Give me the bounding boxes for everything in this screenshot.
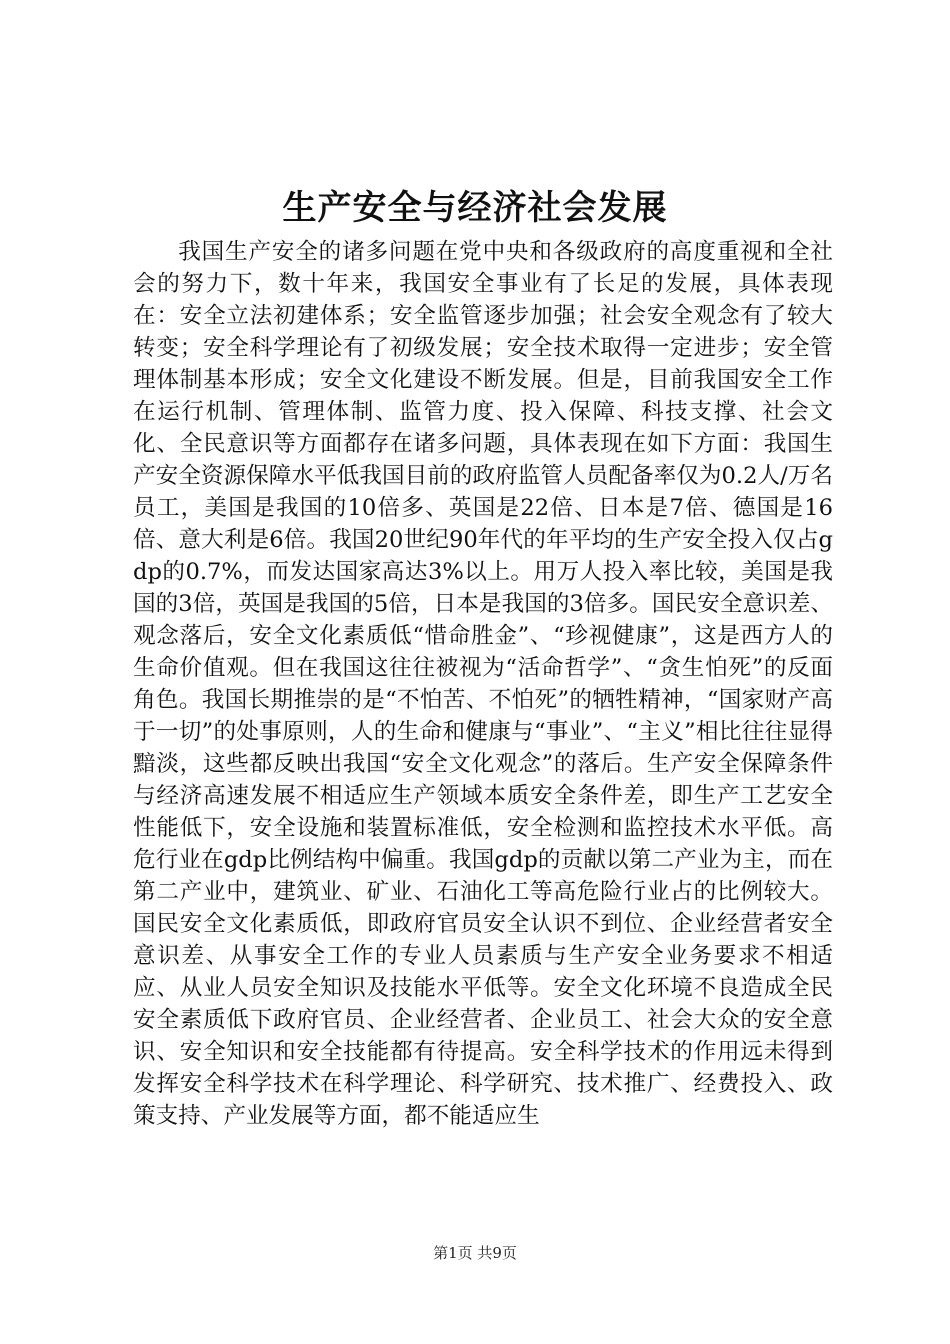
page-number-footer: 第1页 共9页	[433, 1244, 517, 1262]
body-paragraph: 我国生产安全的诸多问题在党中央和各级政府的高度重视和全社会的努力下，数十年来，我国安全事业有了长足的发展，具体表现在：安全立法初建体系；安全监管逐步加强；社会安全观念有了较大转变；安全科学理论有了初级发展；安全技术取得一定进步；安全管理体制基本形成；安全文化建设不断发展。但是，目前我国安全工作在运行机制、管理体制、监管力度、投入保障、科技支撑、社会文化、全民意识等方面都存在诸多问题，具体表现在如下方面：我国生产安全资源保障水平低我国目前的政府监管人员配备率仅为0.2人/万名员工，美国是我国的10倍多、英国是22倍、日本是7倍、德国是16倍、意大利是6倍。我国20世纪90年代的年平均的生产安全投入仅占gdp的0.7%，而发达国家高达3%以上。用万人投入率比较，美国是我国的3倍，英国是我国的5倍，日本是我国的3倍多。国民安全意识差、观念落后，安全文化素质低“惜命胜金”、“珍视健康”，这是西方人的生命价值观。但在我国这往往被视为“活命哲学”、“贪生怕死”的反面角色。我国长期推崇的是“不怕苦、不怕死”的牺牲精神，“国家财产高于一切”的处事原则，人的生命和健康与“事业”、“主义”相比往往显得黯淡，这些都反映出我国“安全文化观念”的落后。生产安全保障条件与经济高速发展不相适应生产领域本质安全条件差，即生产工艺安全性能低下，安全设施和装置标准低，安全检测和监控技术水平低。高危行业在gdp比例结构中偏重。我国gdp的贡献以第二产业为主，而在第二产业中，建筑业、矿业、石油化工等高危险行业占的比例较大。国民安全文化素质低，即政府官员安全认识不到位、企业经营者安全意识差、从事安全工作的专业人员素质与生产安全业务要求不相适应、从业人员安全知识及技能水平低等。安全文化环境不良造成全民安全素质低下政府官员、企业经营者、企业员工、社会大众的安全意识、安全知识和安全技能都有待提高。安全科学技术的作用远未得到发挥安全科学技术在科学理论、科学研究、技术推广、经费投入、政策支持、产业发展等方面，都不能适应生	[133, 239, 833, 1129]
document-title: 生产安全与经济社会发展	[282, 188, 668, 228]
